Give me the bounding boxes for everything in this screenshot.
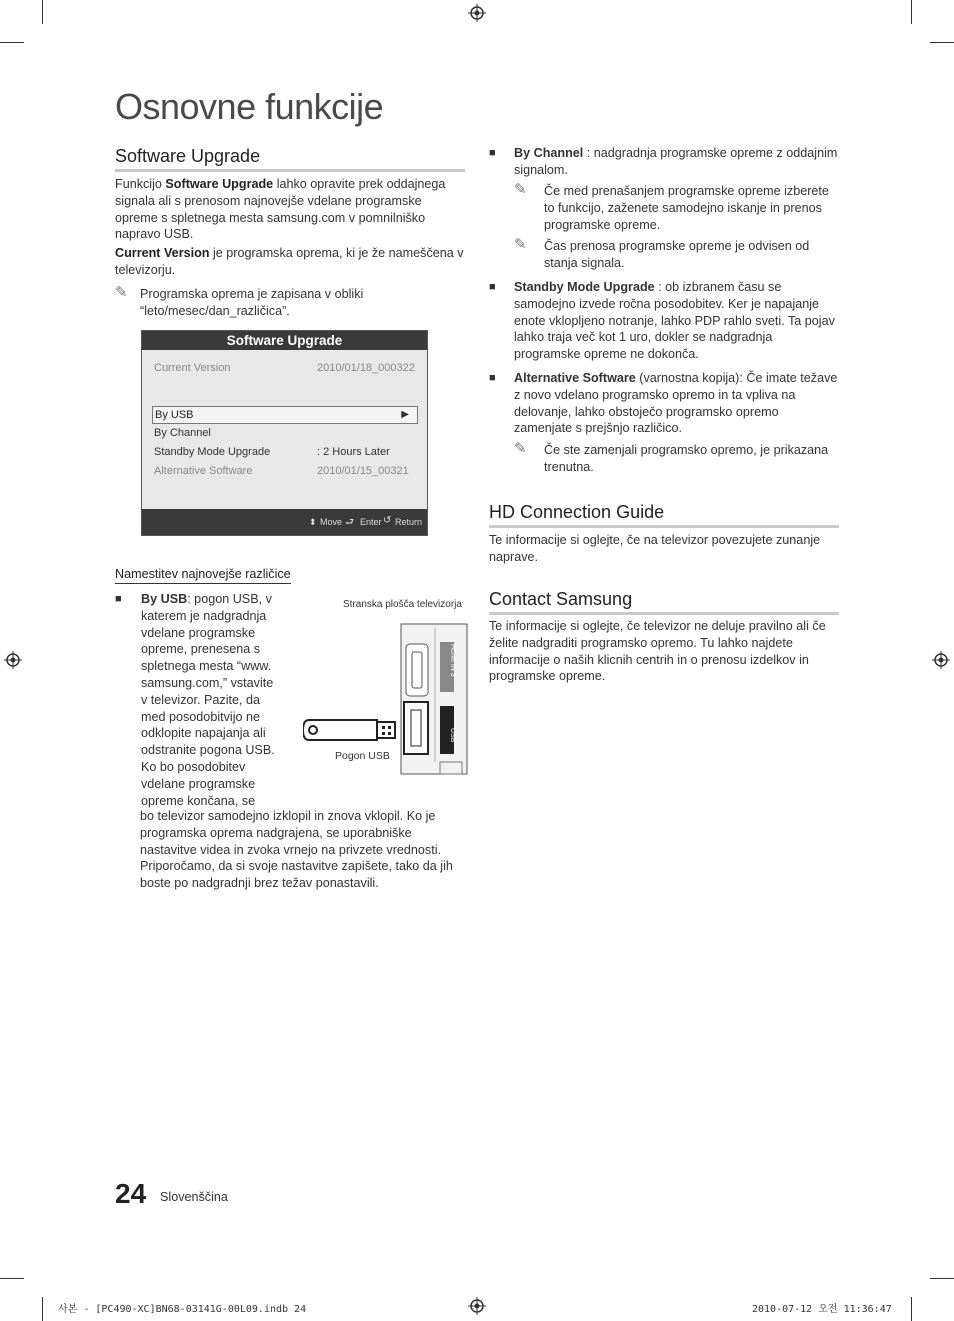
crop-mark [911,1297,912,1321]
move-icon: ⬍ [309,517,317,527]
menu-item-value: 2010/01/15_00321 [317,465,409,477]
alternative-software-bullet [489,370,839,438]
by-channel-bullet [489,145,839,181]
install-subheading: Namestitev najnovejše različice [115,567,291,584]
current-version-bold: Current Version [115,246,210,260]
menu-current-value: 2010/01/18_000322 [317,362,415,374]
hdmi-port-label: HDMI IN 3 [449,644,456,677]
page-title: Osnovne funkcije [115,86,384,127]
crop-mark [42,1297,43,1321]
print-info-left: 사본 - [PC490-XC]BN68-03141G-00L09.indb 24 [58,1304,307,1315]
page-number: 24 [115,1178,147,1209]
menu-item-by-usb[interactable] [152,406,418,424]
bullet-square-icon: ■ [489,281,496,293]
alt-note [514,442,839,478]
crop-mark [930,1278,954,1279]
note-text: Če ste zamenjali programsko opremo, je prikazana trenutna. [544,443,829,474]
intro-text-cont: lahko opravite prek oddajnega signala ali s prenosom najnovejše vdelane programske opreme s spletnega mesta samsung.com v pomnilniško napravo USB. [115,177,446,242]
menu-item-label: Standby Mode Upgrade [154,446,271,458]
by-channel-note-2 [514,238,839,274]
contact-heading: Contact Samsung [489,589,839,615]
registration-mark-icon [468,4,486,22]
note-text: Če med prenašanjem programske opreme izberete to funkcijo, zaženete samodejno iskanje in prenos programske opreme. [544,184,829,232]
pencil-note-icon: ✎ [115,284,128,301]
registration-mark-icon [932,651,950,669]
registration-mark-icon [4,651,22,669]
by-usb-text [141,591,283,809]
menu-item-label: Alternative Software [154,465,253,477]
intro-bold: Software Upgrade [165,177,274,191]
menu-item-alternative-software[interactable] [154,462,414,480]
menu-footer [142,509,427,535]
alt-bold: Alternative Software [514,371,636,385]
current-version-para [115,245,465,279]
bullet-square-icon: ■ [115,593,122,605]
by-channel-text [514,145,839,179]
pencil-note-icon: ✎ [514,440,527,457]
bullet-square-icon: ■ [489,147,496,159]
software-upgrade-heading: Software Upgrade [115,146,465,172]
menu-current-version-row [154,359,414,377]
by-channel-desc: : nadgradnja programske opreme z oddajnim signalom. [514,146,838,177]
by-channel-bold: By Channel [514,146,584,160]
software-upgrade-intro [115,176,465,243]
menu-item-label: By Channel [154,427,211,439]
by-usb-text-1: : pogon USB, v katerem je nadgradnja vdelane programske opreme, prenesena s spletnega mesta “www. samsung.com,” vstavite v televizor. Pazite, da med posodobitvijo ne odklopite napajanja ali odstranite pogona USB. Ko bo posodobitev vdelane programske opreme končana, se [141,592,275,808]
pencil-note-icon: ✎ [514,181,527,198]
note-text: Programska oprema je zapisana v obliki “leto/mesec/dan_različica”. [140,287,364,318]
current-version-text: je programska oprema, ki je že nameščena v televizorju. [115,246,464,277]
standby-bold: Standby Mode Upgrade [514,280,655,294]
by-usb-bold: By USB [141,592,188,606]
hd-guide-heading: HD Connection Guide [489,502,839,528]
print-info-right: 2010-07-12 오전 11:36:47 [752,1304,892,1315]
crop-mark [0,1278,24,1279]
by-channel-note-1 [514,183,839,235]
by-usb-bullet [115,591,285,811]
standby-text [514,279,839,363]
menu-title: Software Upgrade [142,331,427,350]
enter-label: Enter [360,517,382,527]
menu-item-label: By USB [155,409,194,421]
hd-guide-text: Te informacije si oglejte, če na televizor povezujete zunanje naprave. [489,533,821,564]
arrow-right-icon: ▶ [401,409,409,420]
return-label: Return [395,517,423,527]
software-upgrade-menu [141,330,428,536]
footer-language: Slovenščina [160,1190,228,1204]
note-text: Čas prenosa programske opreme je odvisen od stanja signala. [544,239,810,270]
by-usb-continued: bo televizor samodejno izklopil in znova vklopil. Ko je programska oprema nadgrajena, se uporabniške nastavitve videa in zvoka vrnejo na privzete vrednosti. Priporočamo, da si svoje nastavitve zapišete, tako da jih boste po nadgradnji brez težav ponastavili. [140,809,453,891]
menu-current-label: Current Version [154,362,231,374]
bullet-square-icon: ■ [489,372,496,384]
return-icon: ↺ [383,515,392,526]
enter-icon: ⮐ [345,517,354,528]
menu-item-standby-upgrade[interactable] [154,443,414,461]
intro-text: Funkcijo [115,177,162,191]
usb-drive-label: Pogon USB [335,750,390,762]
pencil-note-icon: ✎ [514,236,527,253]
contact-text: Te informacije si oglejte, če televizor ne deluje pravilno ali če želite nadgraditi programsko opremo. Tu lahko najdete informacije o naših klicnih centrih in o prenosu izdelkov in programske opreme. [489,619,826,684]
crop-mark [911,0,912,24]
standby-desc: : ob izbranem času se samodejno izvede ročna posodobitev. Ker je napajanje enote vklopljeno notranje, lahko PDP rahlo sveti. Ta pojav lahko traja več kot 1 uro, dokler se nadgradnja programske opreme ne dokonča. [514,280,835,362]
standby-bullet [489,279,839,365]
version-format-note [115,286,465,322]
menu-item-value: : 2 Hours Later [317,446,390,458]
alt-desc: (varnostna kopija): Če imate težave z novo vdelano programsko opremo in ta vpliva na delovanje, lahko obstoječo programsko opremo zamenjate s prejšnjo različico. [514,371,838,436]
crop-mark [930,42,954,43]
side-panel-label: Stranska plošča televizorja [343,599,462,610]
usb-port-label: USB [449,728,456,743]
crop-mark [42,0,43,24]
menu-item-by-channel[interactable] [154,424,414,442]
move-label: Move [320,517,343,527]
alt-text [514,370,839,437]
crop-mark [0,42,24,43]
registration-mark-icon [468,1297,486,1315]
